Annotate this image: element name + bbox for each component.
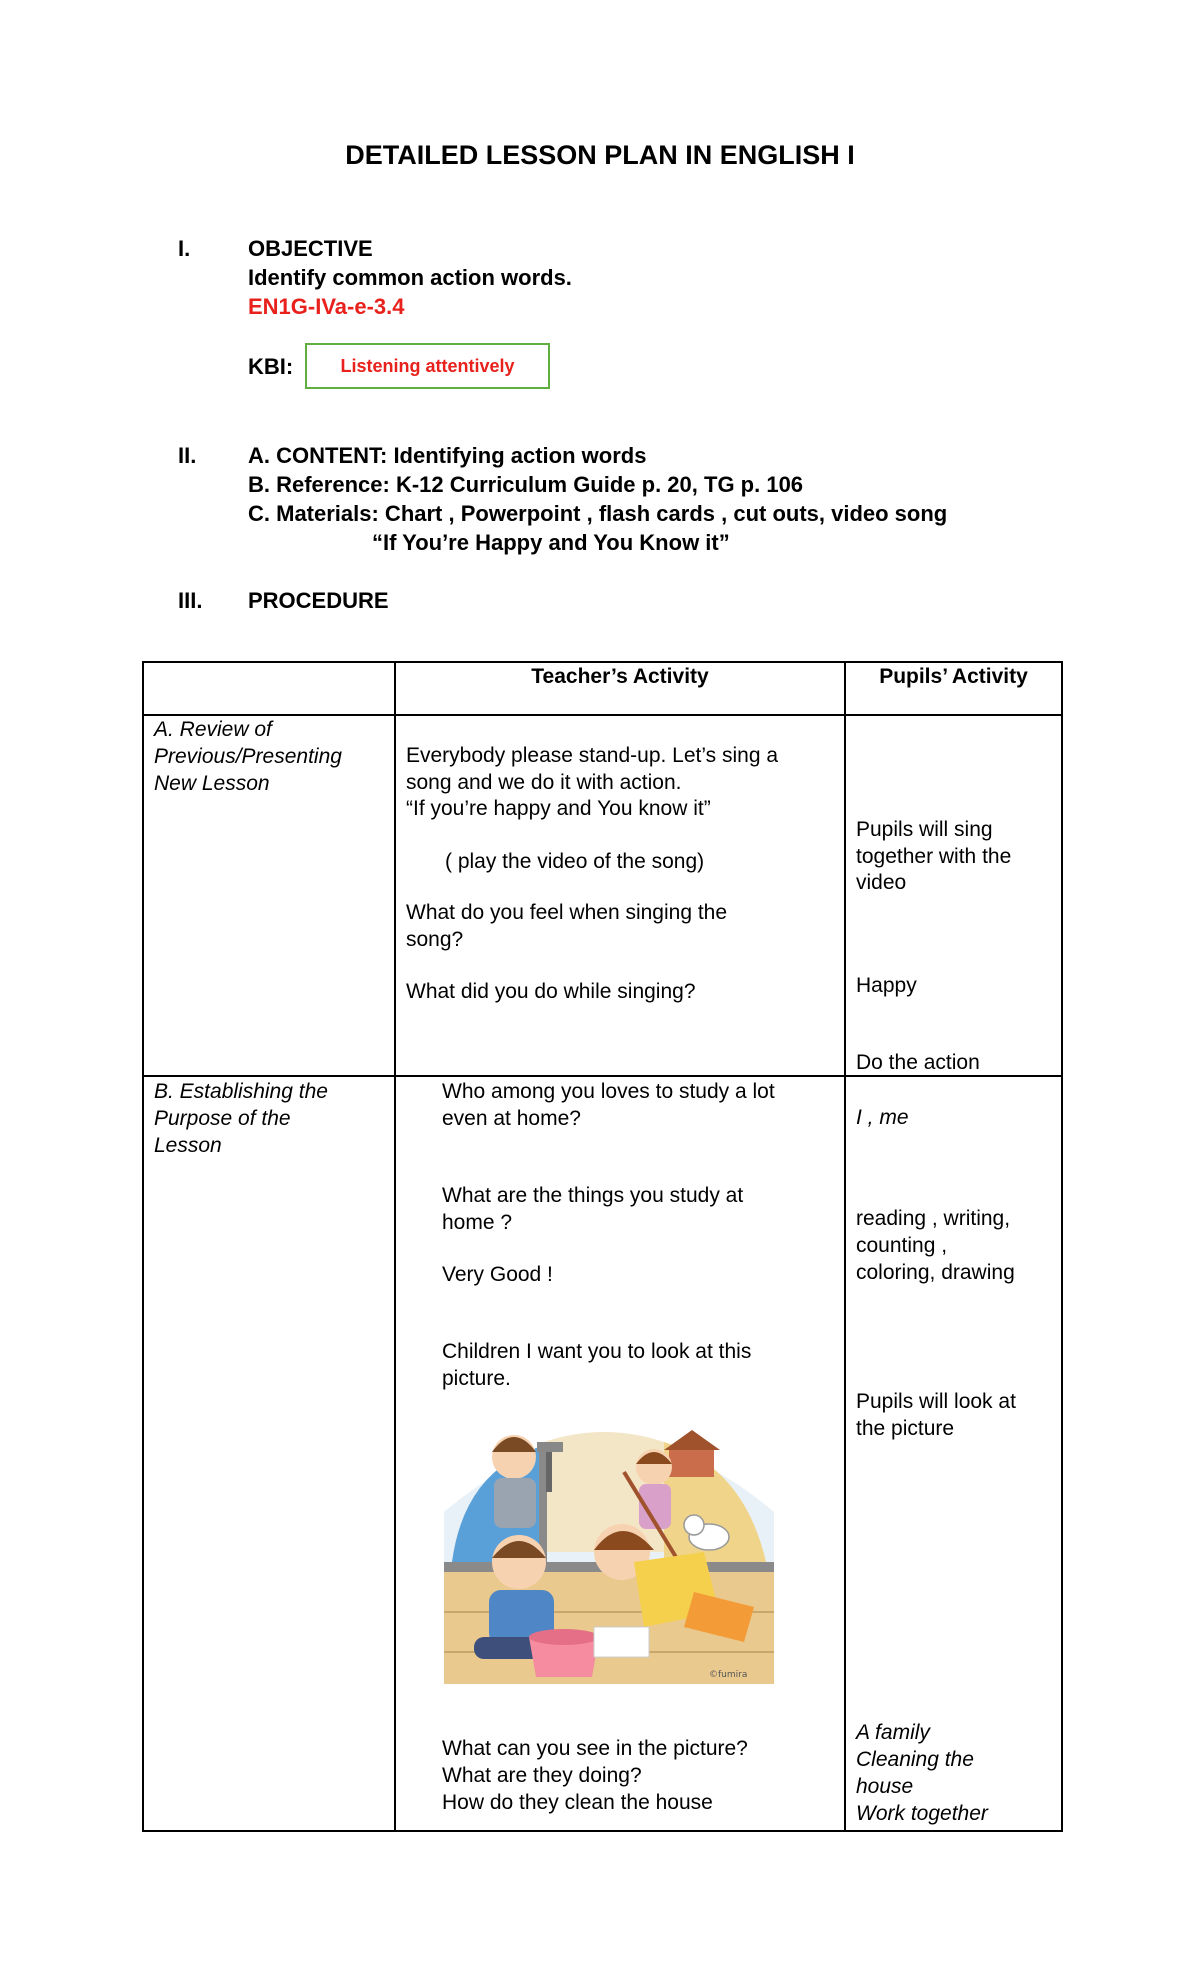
row-b-teacher-line5: Very Good ! xyxy=(442,1263,553,1286)
row-a-teacher-line2: song and we do it with action. xyxy=(406,771,682,794)
row-b-teacher-line6: Children I want you to look at this xyxy=(442,1340,752,1363)
row-a-pupils-line1: Pupils will sing xyxy=(856,818,993,841)
row-b-pupils-line3: counting , xyxy=(856,1234,948,1257)
family-cleaning-picture xyxy=(444,1412,774,1684)
section-number-i: I. xyxy=(178,236,191,261)
kbi-label: KBI: xyxy=(248,354,294,379)
row-b-pupils-line9: house xyxy=(856,1775,914,1798)
competency-code: EN1G-IVa-e-3.4 xyxy=(248,294,405,319)
objective-heading: OBJECTIVE xyxy=(248,236,373,261)
row-b-teacher-line10: How do they clean the house xyxy=(442,1791,713,1814)
section-number-iii: III. xyxy=(178,588,203,613)
page-title: DETAILED LESSON PLAN IN ENGLISH I xyxy=(345,140,855,170)
row-b-pupils-line1: I , me xyxy=(856,1106,909,1129)
row-a-teacher-line1: Everybody please stand-up. Let’s sing a xyxy=(406,744,779,767)
row-a-teacher-line7: What did you do while singing? xyxy=(406,980,696,1003)
content-line-c: C. Materials: Chart , Powerpoint , flash cards , cut outs, video song xyxy=(248,501,948,526)
row-a-teacher-line3: “If you’re happy and You know it” xyxy=(406,797,711,820)
kbi-value: Listening attentively xyxy=(340,355,515,376)
row-b-pupils-line10: Work together xyxy=(856,1802,988,1825)
row-b-teacher-line9: What are they doing? xyxy=(442,1764,642,1787)
objective-text: Identify common action words. xyxy=(248,265,572,290)
row-b-pupils-line4: coloring, drawing xyxy=(856,1261,1015,1284)
row-a-teacher-line5: What do you feel when singing the xyxy=(406,901,728,924)
picture-watermark: ©fumira xyxy=(709,1670,748,1680)
row-b-teacher-line8: What can you see in the picture? xyxy=(442,1737,748,1760)
procedure-heading: PROCEDURE xyxy=(248,588,389,613)
kbi-value-box xyxy=(305,343,550,389)
row-b-pupils-line5: Pupils will look at xyxy=(856,1390,1016,1413)
header-teacher-activity: Teacher’s Activity xyxy=(531,665,709,688)
row-a-pupils-line4: Happy xyxy=(856,974,917,997)
row-b-pupils-line6: the picture xyxy=(856,1417,955,1440)
row-a-pupils-line5: Do the action xyxy=(856,1051,980,1074)
content-line-d: “If You’re Happy and You Know it” xyxy=(372,530,730,555)
row-a-teacher-line6: song? xyxy=(406,928,464,951)
content-line-a: A. CONTENT: Identifying action words xyxy=(248,443,647,468)
row-b-pupils-line2: reading , writing, xyxy=(856,1207,1011,1230)
row-b-teacher-line4: home ? xyxy=(442,1211,513,1234)
row-b-teacher-line3: What are the things you study at xyxy=(442,1184,744,1207)
row-b-teacher-line1: Who among you loves to study a lot xyxy=(442,1080,775,1103)
row-a-label: A. Review of Previous/Presenting New Lesson xyxy=(154,718,342,795)
row-b-label: B. Establishing the Purpose of the Lesson xyxy=(154,1080,328,1157)
row-b-teacher-line2: even at home? xyxy=(442,1107,581,1130)
section-number-ii: II. xyxy=(178,443,197,468)
row-b-teacher-line7: picture. xyxy=(442,1367,511,1390)
row-b-pupils-line7: A family xyxy=(856,1721,930,1744)
row-a-pupils-line2: together with the xyxy=(856,845,1012,868)
row-b-pupils-line8: Cleaning the xyxy=(856,1748,974,1771)
content-line-b: B. Reference: K-12 Curriculum Guide p. 20, TG p. 106 xyxy=(248,472,804,497)
header-pupils-activity: Pupils’ Activity xyxy=(879,665,1028,688)
row-a-pupils-line3: video xyxy=(856,871,907,894)
row-a-teacher-line4: ( play the video of the song) xyxy=(445,850,705,873)
